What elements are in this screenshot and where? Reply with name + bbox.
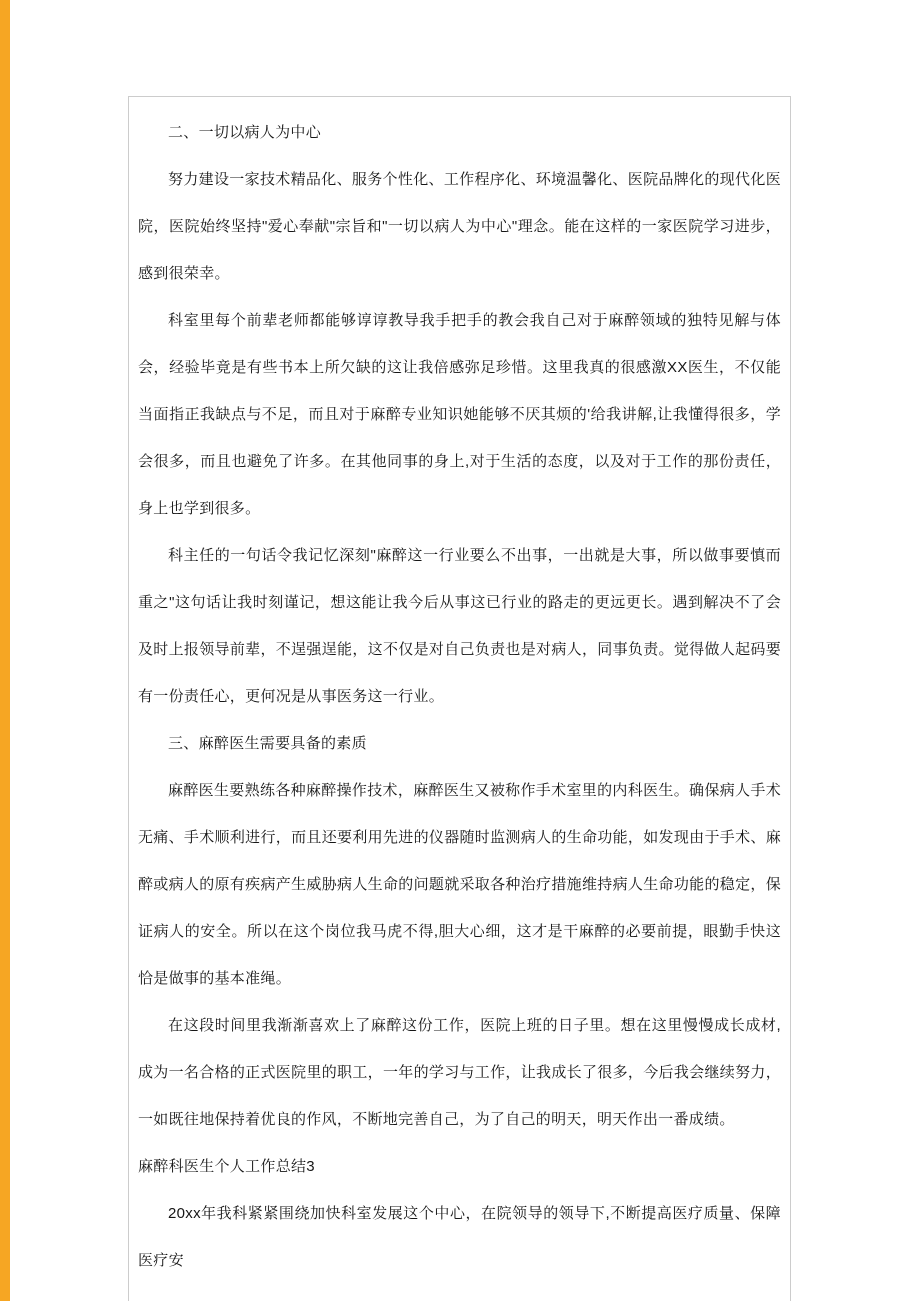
body-paragraph: 20xx年我科紧紧围绕加快科室发展这个中心，在院领导的领导下,不断提高医疗质量、保障医疗安 bbox=[138, 1205, 781, 1269]
section-heading: 二、一切以病人为中心 bbox=[168, 124, 322, 141]
body-paragraph: 努力建设一家技术精品化、服务个性化、工作程序化、环境温馨化、医院品牌化的现代化医院，医院始终坚持"爱心奉献"宗旨和"一切以病人为中心"理念。能在这样的一家医院学习进步，感到很荣幸。 bbox=[138, 171, 781, 282]
section-heading: 三、麻醉医生需要具备的素质 bbox=[168, 735, 367, 752]
document-page bbox=[128, 96, 791, 1301]
body-paragraph: 科主任的一句话令我记忆深刻"麻醉这一行业要么不出事，一出就是大事，所以做事要慎而重之"这句话让我时刻谨记，想这能让我今后从事这已行业的路走的更远更长。遇到解决不了会及时上报领导前辈，不逞强逞能，这不仅是对自己负责也是对病人，同事负责。觉得做人起码要有一份责任心，更何况是从事医务这一行业。 bbox=[138, 547, 781, 705]
document-subtitle: 麻醉科医生个人工作总结3 bbox=[138, 1158, 315, 1175]
left-accent-strip bbox=[0, 0, 10, 1301]
body-paragraph: 麻醉医生要熟练各种麻醉操作技术，麻醉医生又被称作手术室里的内科医生。确保病人手术无痛、手术顺利进行，而且还要利用先进的仪器随时监测病人的生命功能，如发现由于手术、麻醉或病人的原有疾病产生威胁病人生命的问题就采取各种治疗措施维持病人生命功能的稳定，保证病人的安全。所以在这个岗位我马虎不得,胆大心细，这才是干麻醉的必要前提，眼勤手快这恰是做事的基本准绳。 bbox=[138, 782, 781, 987]
body-paragraph: 在这段时间里我渐渐喜欢上了麻醉这份工作，医院上班的日子里。想在这里慢慢成长成材,成为一名合格的正式医院里的职工，一年的学习与工作，让我成长了很多，今后我会继续努力，一如既往地保持着优良的作风，不断地完善自己，为了自己的明天，明天作出一番成绩。 bbox=[138, 1017, 781, 1128]
body-paragraph: 科室里每个前辈老师都能够谆谆教导我手把手的教会我自己对于麻醉领域的独特见解与体会，经验毕竟是有些书本上所欠缺的这让我倍感弥足珍惜。这里我真的很感激XX医生，不仅能当面指正我缺点与不足，而且对于麻醉专业知识她能够不厌其烦的'给我讲解,让我懂得很多，学会很多，而且也避免了许多。在其他同事的身上,对于生活的态度，以及对于工作的那份责任，身上也学到很多。 bbox=[138, 312, 781, 517]
